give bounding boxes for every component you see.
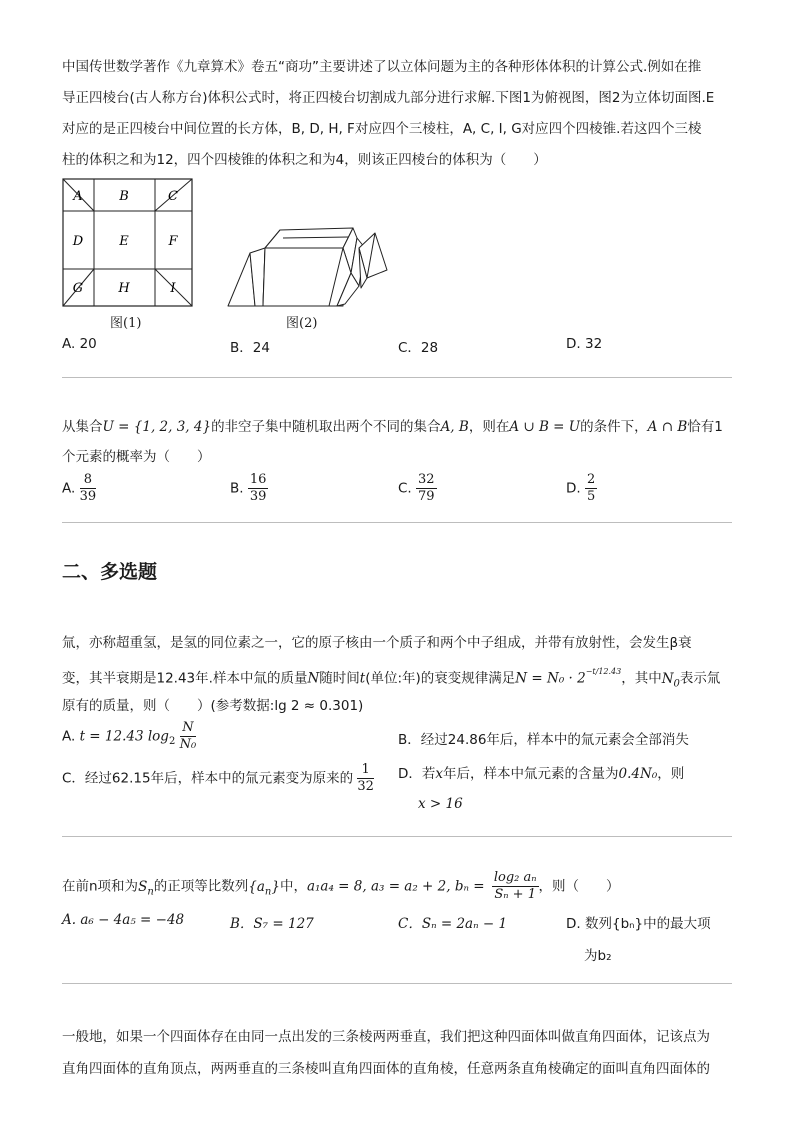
q3-option-c[interactable] xyxy=(62,762,374,795)
q3-decay-formula: N = N₀ · 2 xyxy=(515,670,586,687)
q3-var-t: t xyxy=(359,670,366,687)
denominator: Sₙ + 1 xyxy=(494,887,536,902)
numerator: 2 xyxy=(586,472,596,487)
q1-line-3: 对应的是正四棱台中间位置的长方体，B, D, H, F对应四个三棱柱，A, C, I, G对应四个四棱锥.若这四个三棱 xyxy=(62,121,702,137)
numerator: 32 xyxy=(418,472,435,487)
q4-option-b[interactable]: B．S₇ = 127 xyxy=(230,916,314,932)
numerator: 1 xyxy=(357,762,374,779)
grid-label-f: F xyxy=(168,234,178,249)
figure-1-caption: 图(1) xyxy=(110,316,142,331)
option-label: C. xyxy=(398,480,412,497)
divider xyxy=(62,836,732,837)
numerator: log₂ aₙ xyxy=(493,870,537,885)
q3-option-d-line2: x > 16 xyxy=(418,796,463,812)
grid-label-i: I xyxy=(170,281,176,296)
q2-text: 恰有1 xyxy=(687,419,723,435)
q2-text: 的非空子集中随机取出两个不同的集合 xyxy=(211,419,441,435)
q4-text: 的正项等比数列 xyxy=(153,878,249,895)
divider xyxy=(62,522,732,523)
q1-option-c[interactable]: C．28 xyxy=(398,340,439,356)
q4-option-d[interactable]: D. 数列{bₙ}中的最大项 xyxy=(566,916,711,932)
option-label: D. xyxy=(566,480,581,497)
q3-option-b[interactable]: B．经过24.86年后，样本中的氚元素会全部消失 xyxy=(398,732,689,748)
q3-option-d-text: ，则 xyxy=(657,766,685,782)
q2-option-c[interactable] xyxy=(398,472,437,505)
fraction xyxy=(80,472,97,505)
q1-option-b[interactable]: B．24 xyxy=(230,340,270,356)
grid-label-a: A xyxy=(73,189,83,204)
option-label: A. xyxy=(62,728,76,745)
q4-conditions: a₁a₄ = 8, a₃ = a₂ + 2, bₙ = xyxy=(306,878,485,895)
fraction xyxy=(416,472,437,505)
q1-line-4: 柱的体积之和为12，四个四棱锥的体积之和为4，则该正四棱台的体积为（ ） xyxy=(62,152,547,168)
option-label: B. xyxy=(230,480,244,497)
q4-option-c[interactable]: C．Sₙ = 2aₙ − 1 xyxy=(398,916,508,932)
q4-seq-an: $\{a_n\}$ xyxy=(248,878,280,898)
fraction xyxy=(492,870,539,903)
q4-option-d-line2: 为b₂ xyxy=(584,948,612,964)
q4-text: 中， xyxy=(279,878,307,895)
q4-text: 在前n项和为 xyxy=(62,878,139,895)
fraction xyxy=(180,720,197,753)
q3-option-a[interactable] xyxy=(62,720,196,753)
q3-text: ，其中 xyxy=(621,670,662,687)
denominator: 5 xyxy=(586,489,596,504)
q2-option-d[interactable] xyxy=(566,472,597,505)
grid-label-h: H xyxy=(118,281,130,296)
fraction xyxy=(585,472,597,505)
fraction xyxy=(248,472,269,505)
denominator: N₀ xyxy=(179,737,197,752)
q2-intersection: A ∩ B xyxy=(647,419,688,435)
numerator: 8 xyxy=(80,472,97,489)
q2-line-2: 个元素的概率为（ ） xyxy=(62,449,211,465)
log-base: 2 xyxy=(168,736,176,748)
fraction xyxy=(357,762,374,795)
numerator: 16 xyxy=(249,472,267,487)
grid-label-c: C xyxy=(168,189,178,204)
figure-2-caption: 图(2) xyxy=(286,316,318,331)
q4-text: ，则（ ） xyxy=(538,878,620,895)
q3-option-d[interactable] xyxy=(398,762,684,782)
q4-option-a[interactable]: A. a₆ − 4a₅ = −48 xyxy=(62,912,185,928)
q3-text: 变，其半衰期是12.43年.样本中氚的质量 xyxy=(62,670,308,687)
denominator: 32 xyxy=(357,779,374,794)
q3-option-d-text: 年后，样本中氚元素的含量为 xyxy=(443,766,619,782)
option-label: A. xyxy=(62,480,76,497)
q2-text: 的条件下， xyxy=(580,419,648,435)
grid-label-e: E xyxy=(119,234,129,249)
section-title: 二、多选题 xyxy=(62,561,158,583)
q5-line-2: 直角四面体的直角顶点，两两垂直的三条棱叫直角四面体的直角棱，任意两条直角棱确定的面叫直角四面体的 xyxy=(62,1061,710,1077)
figure-1-grid xyxy=(62,178,194,308)
figure-2-frustum xyxy=(225,218,390,310)
q3-option-d-text: D．若 xyxy=(398,766,436,782)
q3-line-3: 原有的质量，则（ ）(参考数据:lg 2 ≈ 0.301) xyxy=(62,698,364,714)
divider xyxy=(62,377,732,378)
q3-option-a-expr: t = 12.43 log xyxy=(79,728,169,745)
q2-sets-ab: A, B xyxy=(440,419,469,435)
q1-option-d[interactable]: D. 32 xyxy=(566,336,603,352)
numerator: N xyxy=(180,720,197,737)
q2-text: 从集合 xyxy=(62,419,103,435)
q5-line-1: 一般地，如果一个四面体存在由同一点出发的三条棱两两垂直，我们把这种四面体叫做直角四面体，记该点为 xyxy=(62,1029,710,1045)
q2-text: ，则在 xyxy=(468,419,510,435)
q2-line-1 xyxy=(62,412,734,442)
q1-line-1: 中国传世数学著作《九章算术》卷五“商功”主要讲述了以立体问题为主的各种形体体积的计算公式.例如在推 xyxy=(62,59,702,75)
q2-option-b[interactable] xyxy=(230,472,268,505)
q3-var-n0: $N_0$ xyxy=(661,670,680,690)
q3-option-c-text: C．经过62.15年后，样本中的氚元素变为原来的 xyxy=(62,770,354,787)
q3-line-1: 氚，亦称超重氢，是氢的同位素之一，它的原子核由一个质子和两个中子组成，并带有放射性，会发生β衰 xyxy=(62,635,692,651)
q1-line-2: 导正四棱台(古人称方台)体积公式时，将正四棱台切割成九部分进行求解.下图1为俯视图，图2为立体切面图.E xyxy=(62,90,715,106)
q3-var-x: x xyxy=(435,766,444,782)
q3-text: (单位:年)的衰变规律满足 xyxy=(365,670,516,687)
grid-label-g: G xyxy=(72,281,84,296)
q2-union-condition: A ∪ B = U xyxy=(509,419,581,435)
q4-line-1 xyxy=(62,870,734,907)
denominator: 39 xyxy=(79,489,97,504)
q3-var-n: N xyxy=(307,670,320,687)
q3-text: 表示氚 xyxy=(679,670,721,687)
q2-set-u: U = {1, 2, 3, 4} xyxy=(102,419,212,435)
q3-text: 随时间 xyxy=(319,670,360,687)
q3-decay-exponent: −t/12.43 xyxy=(585,667,622,676)
grid-label-b: B xyxy=(119,189,129,204)
grid-label-d: D xyxy=(72,234,84,249)
denominator: 79 xyxy=(418,489,435,504)
q1-option-a[interactable]: A. 20 xyxy=(62,336,97,352)
divider xyxy=(62,983,732,984)
q3-option-d-value: 0.4N₀ xyxy=(618,766,658,782)
q4-var-sn: $S_n$ xyxy=(138,878,154,898)
denominator: 39 xyxy=(249,489,267,504)
q2-option-a[interactable] xyxy=(62,472,96,505)
